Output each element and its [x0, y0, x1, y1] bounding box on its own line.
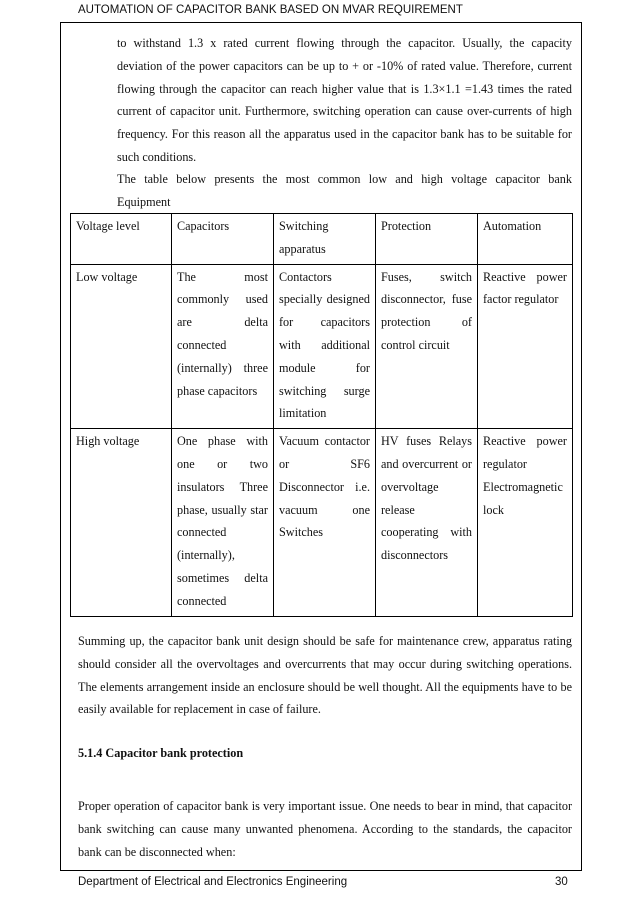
header-automation: Automation [478, 214, 573, 265]
table-intro-continuation: Equipment [117, 194, 171, 209]
header-capacitors: Capacitors [172, 214, 274, 265]
running-header: AUTOMATION OF CAPACITOR BANK BASED ON MVAR REQUIREMENT [78, 4, 463, 16]
cell-protection: Fuses, switch disconnector, fuse protection of control circuit [376, 264, 478, 429]
table-row [71, 264, 573, 429]
header-switching-apparatus: Switching apparatus [274, 214, 376, 265]
cell-capacitors: One phase with one or two insulators Three phase, usually star connected (internally), sometimes delta connected [172, 429, 274, 616]
cell-protection: HV fuses Relays and overcurrent or overvoltage release cooperating with disconnectors [376, 429, 478, 616]
cell-voltage-level: Low voltage [71, 264, 172, 429]
table-row [71, 429, 573, 616]
footer-department: Department of Electrical and Electronics Engineering [78, 876, 348, 888]
cell-automation: Reactive power regulator Electromagnetic lock [478, 429, 573, 616]
cell-switching-apparatus: Vacuum contactor or SF6 Disconnector i.e. vacuum one Switches [274, 429, 376, 616]
paragraph-protection: Proper operation of capacitor bank is very important issue. One needs to bear in mind, that capacitor bank switching can cause many unwanted phenomena. According to the standards, the capacitor bank can be disconnected when: [78, 799, 572, 859]
section-heading: 5.1.4 Capacitor bank protection [78, 746, 244, 760]
header-voltage-level: Voltage level [71, 214, 172, 265]
cell-switching-apparatus: Contactors specially designed for capacitors with additional module for switching surge limitation [274, 264, 376, 429]
paragraph-rated-current: to withstand 1.3 x rated current flowing through the capacitor. Usually, the capacity deviation of the power capacitors can be up to + or -10% of rated value. Therefore, current flowing through the capacitor can reach higher value that is 1.3×1.1 =1.43 times the rated current of capacitor unit. Furthermore, switching operation can cause over-currents of high frequency. For this reason all the apparatus used in the capacitor bank has to be suitable for such conditions. [117, 36, 572, 164]
table-intro-line: The table below presents the most common low and high voltage capacitor bank [117, 172, 572, 186]
cell-automation: Reactive power factor regulator [478, 264, 573, 429]
paragraph-table-intro [117, 168, 572, 214]
paragraph-summary: Summing up, the capacitor bank unit design should be safe for maintenance crew, apparatus rating should consider all the overvoltages and overcurrents that may occur during switching operations. The elements arrangement inside an enclosure should be well thought. All the equipments have to be easily available for replacement in case of failure. [78, 634, 572, 717]
header-protection: Protection [376, 214, 478, 265]
table-header-row [71, 214, 573, 265]
cell-voltage-level: High voltage [71, 429, 172, 616]
cell-capacitors: The most commonly used are delta connected (internally) three phase capacitors [172, 264, 274, 429]
page-number: 30 [555, 876, 568, 888]
equipment-table [70, 213, 573, 617]
